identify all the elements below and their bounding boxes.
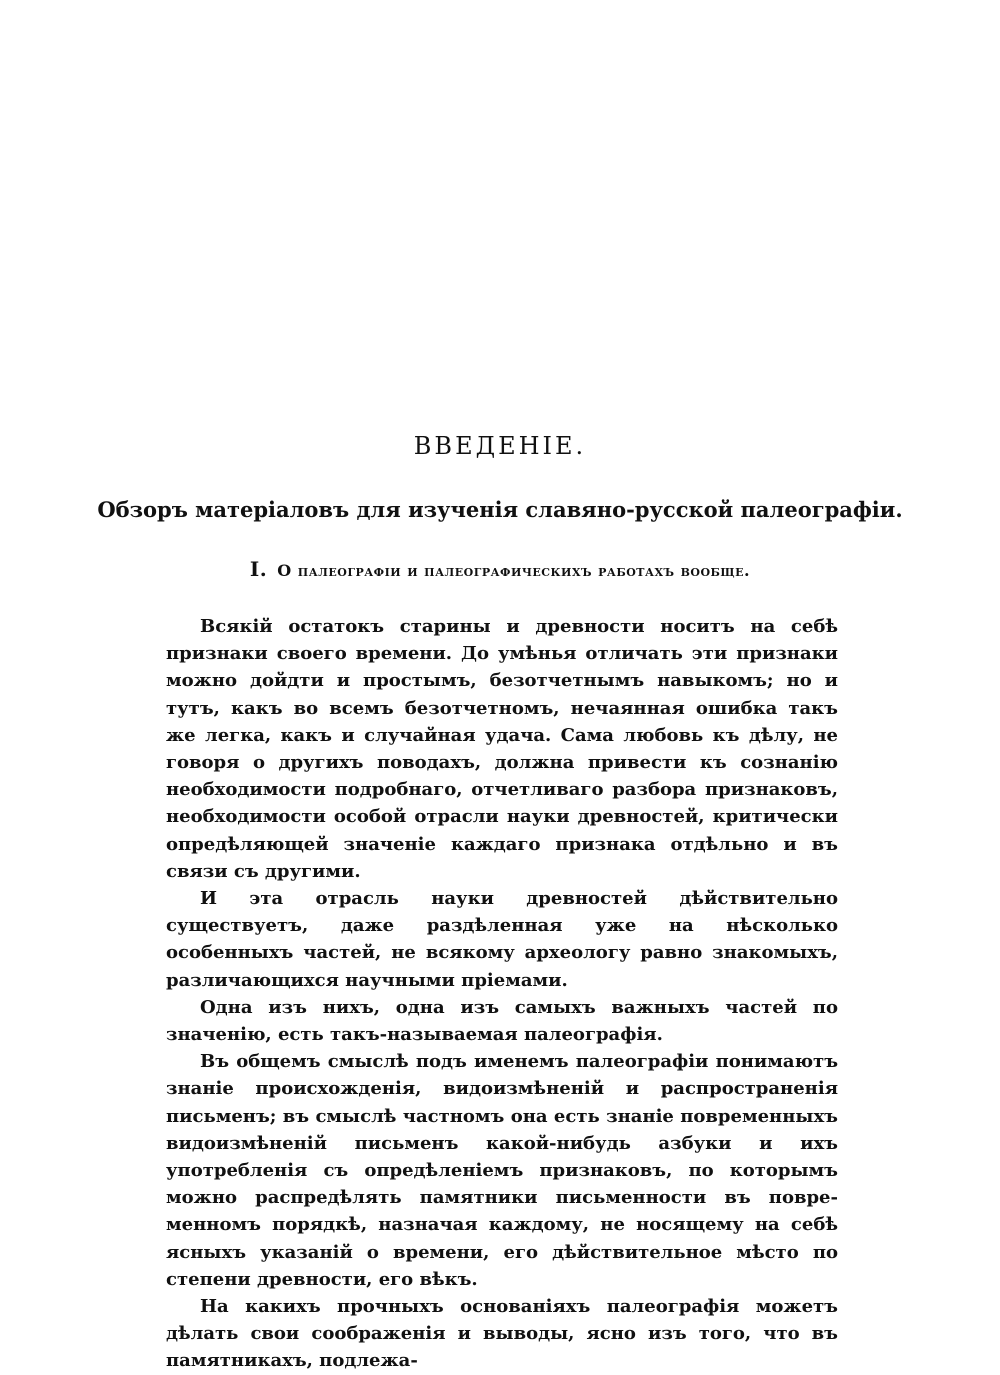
paragraph-3: Одна изъ нихъ, одна изъ самыхъ важныхъ частей по значенію, есть такъ-называемая палеографія. — [166, 996, 838, 1046]
body-text — [166, 613, 838, 1375]
paragraph-4: Въ общемъ смыслѣ подъ именемъ палеографіи понимаютъ знаніе происхожденія, видоизмѣненій и распространенія письменъ; въ смыслѣ частномъ она есть знаніе повременныхъ видоизмѣненій письменъ какой-нибудь азбуки и ихъ употребленія съ опредѣленіемъ признаковъ, по которымъ можно распредѣлять памятники письменности въ повременномъ порядкѣ, назначая каждому, не носящему на себѣ ясныхъ указаній о времени, его дѣйствительное мѣсто по степени древности, его вѣкъ. — [166, 1051, 838, 1290]
section-numeral: I. — [249, 557, 268, 581]
paragraph-1: Всякій остатокъ старины и древности носитъ на себѣ признаки своего времени. До умѣнья отличать эти признаки можно дойдти и простымъ, безотчетнымъ навыкомъ; но и тутъ, какъ во всемъ безотчетномъ, нечаянная ошибка такъ же легка, какъ и случайная удача. Сама любовь къ дѣлу, не говоря о другихъ поводахъ, должна привести къ сознанію необходимости подробнаго, отчетливаго разбора признаковъ, необходимости особой отрасли науки древностей, критически опредѣляющей значеніе каждаго признака отдѣльно и въ связи съ другими. — [166, 616, 838, 882]
paragraph-5: На какихъ прочныхъ основаніяхъ палеографія можетъ дѣлать свои соображенія и выводы, ясно изъ того, что въ памятникахъ, подлежа- — [166, 1296, 838, 1372]
section-heading-text: О палеографіи и палеографическихъ работахъ вообще. — [277, 561, 751, 580]
section-heading — [0, 557, 1000, 581]
page-subtitle: Обзоръ матеріаловъ для изученія славяно-русской палеографіи. — [97, 497, 903, 522]
paragraph-2: И эта отрасль науки древностей дѣйствительно существуетъ, даже раздѣленная уже на нѣсколько особенныхъ частей, не всякому археологу равно знакомыхъ, различающихся научными пріемами. — [166, 888, 838, 991]
page-title: ВВЕДЕНІЕ. — [413, 432, 587, 460]
